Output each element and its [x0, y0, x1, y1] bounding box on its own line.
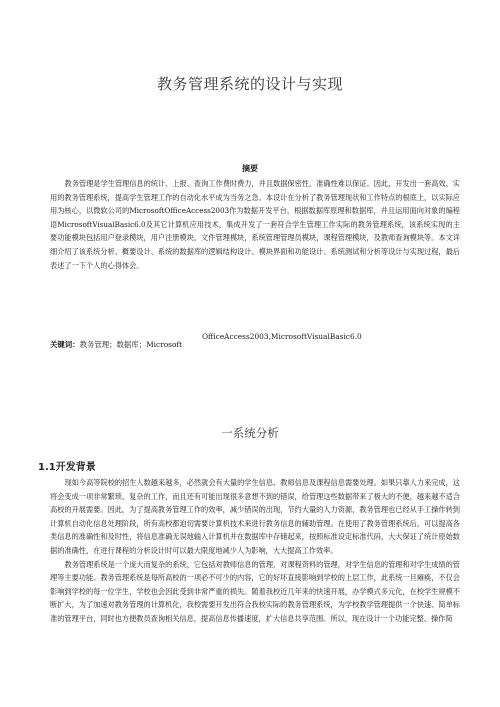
- abstract-heading: 摘要: [242, 164, 258, 173]
- abstract-body: [50, 177, 460, 272]
- keywords-text: 教务管理；数据库；Microsoft: [79, 340, 183, 349]
- keywords-tail: OfficeAccess2003,MicrosoftVisualBasic6.0: [202, 332, 362, 341]
- document-title: 教务管理系统的设计与实现: [156, 75, 343, 93]
- keywords-line: [50, 332, 460, 350]
- background-paragraph-1: 现如今高等院校的招生人数越来越多，必然就会有大量的学生信息、教师信息及课程信息需要处理。如果只靠人力来完成，这将会变成一项非常繁琐、复杂的工作，而且还有可能出现很多意想不到的错误，给管理这些数据带来了极大的不便，越来越不适合高校的开展需要。因此，为了提高教务管理工作的效率，减少错误的出现，节约大量的人力资源，教务管理也已经从手工操作转到计算机自动化信息处理阶段，所有高校都迫切需要计算机技术来进行教务信息的辅助管理。在使用了教务管理系统后，可以提高各类信息的准确性和及时性，将信息准确无误地输入计算机并在数据库中存储起来，按照标准设定标准代码，大大保证了统计原始数据的准确性，在进行课程的分析设计时可以最大限度地减少人为影响，大大提高工作效率。: [50, 478, 460, 555]
- abstract-paragraph: 教务管理是学生管理信息的统计、上报、查询工作费时费力，并且数据保密性、准确性难以保证。因此，开发出一套高效、实用的教务管理系统，提高学生管理工作的自动化水平成为当务之急。本设计在分析了教务管理现状和工作特点的根底上，以实际应用为核心，以微软公司的MicrosoftOfficeAccess2003作为数据开发平台，根据数据库原理和数据库，并且运用面向对象的编程语MicrosoftVisualBasic6.0及其它计算机应用技术，集成开发了一套符合学生管理工作实际的教务管理系统，该系统实现的主要功能模块包括用户登录模块，用户注册模块，文件管理模块，系统管理管理员模块，课程管理模块，及教师查询模块等。本文详细介绍了该系统分析、概要设计、系统的数据库的逻辑结构设计、模块界面和功能设计、系统测试和分析等设计与实现过程，最后表述了一下个人的心得体会。: [50, 179, 460, 270]
- chapter-heading: 一系统分析: [221, 426, 279, 440]
- keywords-label: 关键词：: [50, 340, 80, 349]
- background-paragraph-2: 教务管理系统是一个庞大而复杂的系统，它包括对教师信息的管理，对课程资料的管理，对学生信息的管理和对学生成绩的管理等主要功能。教务管理系统是每所高校的一项必不可少的内容，它的好坏直接影响到学校的上层工作，此系统一旦瘫痪，不仅会影响到学校的每一位学生，学校也会因此受到非常严重的损失。随着我校近几年来的快速开展，办学模式多元化，在校学生规模不断扩大，为了加速对教务管理的计算机化，我校需要开发出符合我校实际的教务管理系统，为学校教学管理提供一个快速、简单标准的管理平台，同时也方便教员查询相关信息，提高信息传播速度，扩大信息共享范围。所以，现在设计一个功能完整、操作简: [50, 559, 460, 623]
- background-body: [50, 476, 460, 626]
- section-heading: 1.1开发背景: [38, 462, 96, 473]
